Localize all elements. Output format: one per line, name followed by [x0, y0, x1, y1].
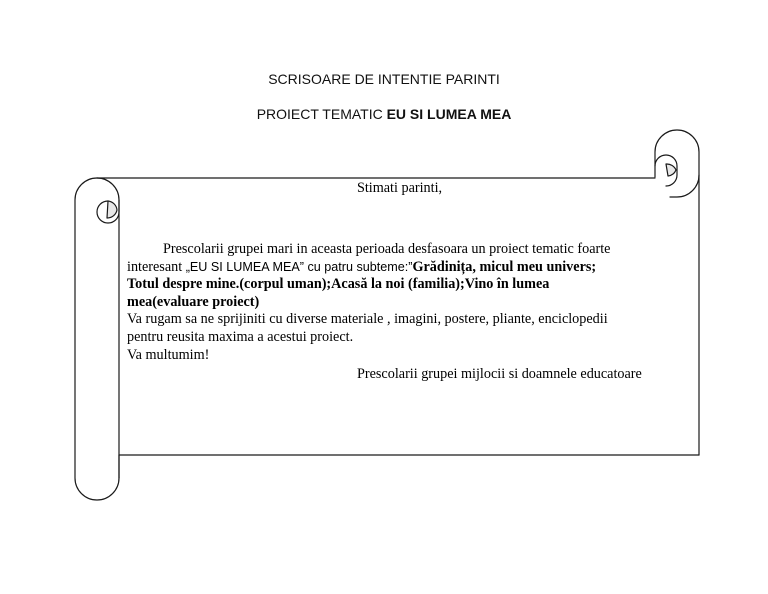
- project-title-name: EU SI LUMEA MEA: [386, 106, 512, 122]
- body-line-7: Va multumim!: [127, 346, 210, 363]
- body-line-2: [127, 259, 687, 277]
- scroll-top-right-curl-fill: [666, 164, 676, 176]
- body-line-2-quoted: „EU SI LUMEA MEA” cu patru subteme:”: [185, 259, 413, 274]
- letter-greeting: [127, 180, 672, 198]
- body-line-1: Prescolarii grupei mari in aceasta perioada desfasoara un proiect tematic foarte: [163, 241, 611, 257]
- body-line-2-bold: Grădinița, micul meu univers;: [412, 258, 597, 275]
- body-line-5: Va rugam sa ne sprijiniti cu diverse materiale , imagini, postere, pliante, enciclopedii: [127, 311, 608, 328]
- body-line-3: Totul despre mine.(corpul uman);Acasă la noi (familia);Vino în lumea: [127, 276, 550, 293]
- scroll-top-left-curl-fill: [107, 201, 117, 218]
- document-title-text: SCRISOARE DE INTENTIE PARINTI: [268, 71, 500, 87]
- scroll-top-left-roll: [75, 178, 119, 500]
- letter-body: [127, 241, 687, 364]
- body-line-2-plain: interesant: [127, 258, 186, 275]
- signature-text: Prescolarii grupei mijlocii si doamnele educatoare: [357, 366, 642, 382]
- letter-signature: [357, 366, 687, 384]
- body-line-4: mea(evaluare proiect): [127, 293, 260, 310]
- greeting-text: Stimati parinti,: [356, 180, 443, 196]
- body-line-6: pentru reusita maxima a acestui proiect.: [127, 328, 354, 345]
- project-title-prefix: PROIECT TEMATIC: [256, 106, 387, 122]
